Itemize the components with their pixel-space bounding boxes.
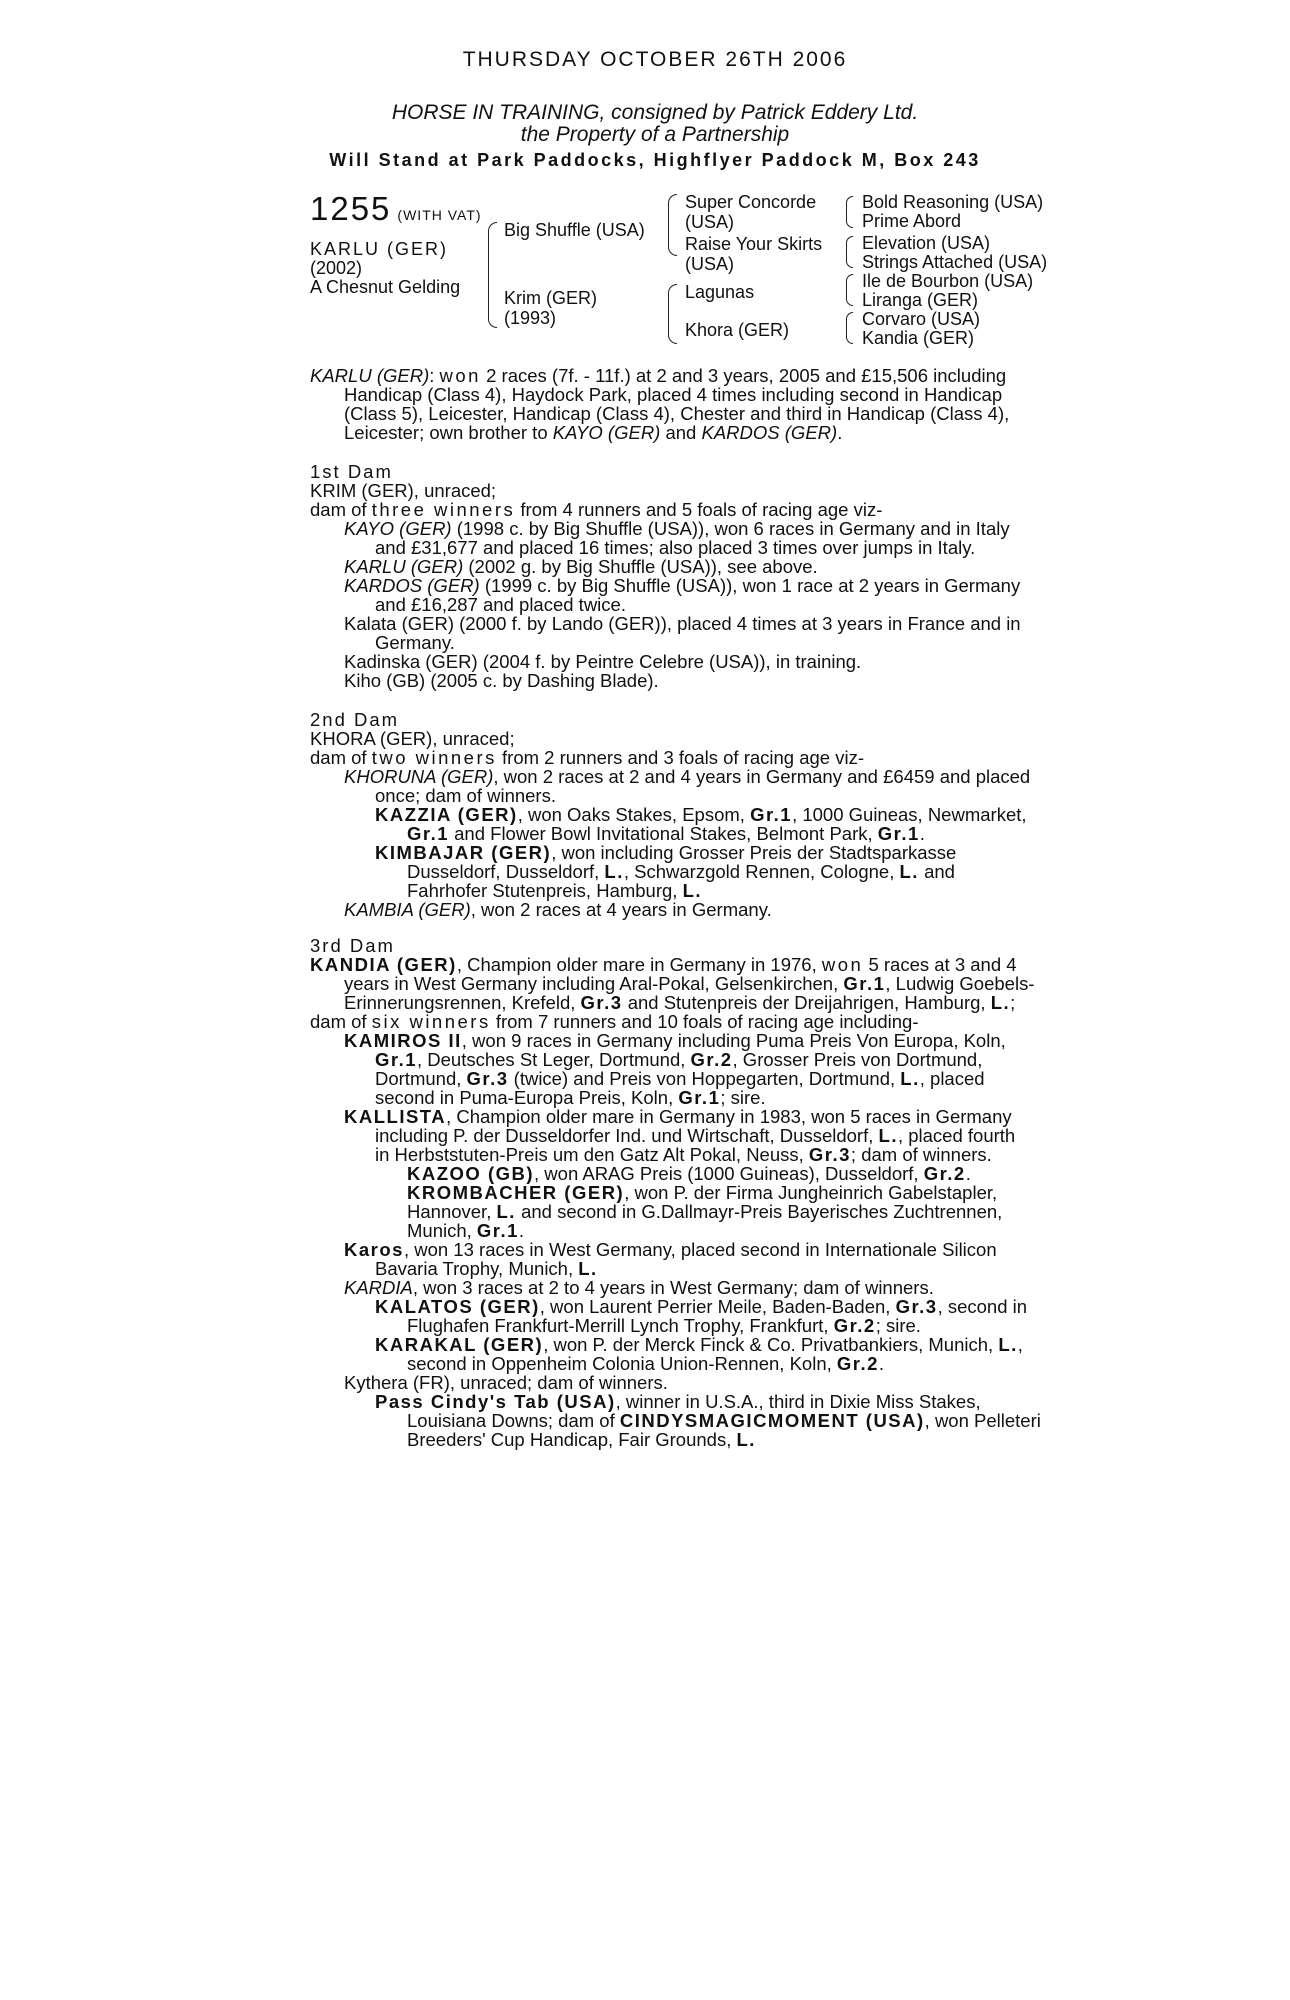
property-line: the Property of a Partnership — [520, 123, 790, 146]
consignor-block — [310, 102, 1000, 146]
dam-name: Krim (GER) — [504, 288, 597, 308]
dam-sire-dam: Liranga (GER) — [862, 290, 979, 310]
dam-sire: Lagunas — [685, 282, 755, 302]
second-dam-heading: 2nd Dam — [310, 709, 400, 730]
third-dam-section: 3rd Dam KANDIA (GER), Champion older mare in Germany in 1976, won 5 races at 3 and 4 years in West Germany including Aral-Pokal, Gelsenkirchen, Gr.1, Ludwig Goebels- Erinnerungsrennen, Krefeld, Gr.3 and Stutenpreis der Dreijahrigen, Hamburg, L.; dam of six winners from 7 runners and 10 foals of racing age including- KAMIROS II, won 9 races in Germany including Puma Preis Von Europa, Koln, Gr.1, Deutsches St Leger, Dortmund, Gr.2, Grosser Preis von Dortmund, Dortmund, Gr.3 (twice) and Preis von Hoppegarten, Dortmund, L., placed second in Puma-Europa Preis, Koln, Gr.1; sire. KALLISTA, Champion older mare in Germany in 1983, won 5 races in Germany including P. der Dusseldorfer Ind. und Wirtschaft, Dusseldorf, L., placed fourth in Herbststuten-Preis um den Gatz Alt Pokal, Neuss, Gr.3; dam of winners. KAZOO (GB), won ARAG Preis (1000 Guineas), Dusseldorf, Gr.2. KROMBACHER (GER), won P. der Firma Jungheinrich Gabelstapler, Hannover, L. and second in G.Dallmayr-Preis Bayerisches Zuchtrennen, Munich, Gr.1. Karos, won 13 races in West Germany, placed second in Internationale Silicon Bavaria Trophy, Munich, L. KARDIA, won 3 races at 2 to 4 years in West Germany; dam of winners. KALATOS (GER), won Laurent Perrier Meile, Baden-Baden, Gr.3, second in Flughafen Frankfurt-Merrill Lynch Trophy, Frankfurt, Gr.2; sire. KARAKAL (GER), won P. der Merck Finck & Co. Privatbankiers, Munich, L., second in Oppenheim Colonia Union-Rennen, Koln, Gr.2. Kythera (FR), unraced; dam of winners. Pass Cindy's Tab (USA), winner in U.S.A., third in Dixie Miss Stakes, Louisiana Downs; dam of CINDYSMAGICMOMENT (USA), won Pelleteri Breeders' Cup Handicap, Fair Grounds, L. — [310, 935, 1041, 1450]
brace-gen3-4 — [846, 312, 853, 344]
third-dam-heading: 3rd Dam — [310, 935, 395, 956]
brace-parents — [488, 222, 497, 328]
sire-sire-country: (USA) — [685, 212, 734, 232]
sire-sire-sire: Bold Reasoning (USA) — [862, 192, 1044, 212]
brace-gen3-1 — [846, 196, 853, 228]
brace-sire-side — [668, 194, 677, 256]
vat-note: (WITH VAT) — [397, 207, 482, 223]
first-dam-section: 1st Dam KRIM (GER), unraced; dam of three winners from 4 runners and 5 foals of racing age viz- KAYO (GER) (1998 c. by Big Shuffle (USA)), won 6 races in Germany and in Italy and £31,677 and placed 16 times; also placed 3 times over jumps in Italy. KARLU (GER) (2002 g. by Big Shuffle (USA)), see above. KARDOS (GER) (1999 c. by Big Shuffle (USA)), won 1 race at 2 years in Germany and £16,287 and placed twice. Kalata (GER) (2000 f. by Lando (GER)), placed 4 times at 3 years in France and in Germany. Kadinska (GER) (2004 f. by Peintre Celebre (USA)), in training. Kiho (GB) (2005 c. by Dashing Blade). — [310, 461, 1021, 691]
horse-identity — [310, 240, 460, 297]
dam-year: (1993) — [504, 308, 557, 328]
dam-dam-dam: Kandia (GER) — [862, 328, 975, 348]
lot-heading — [310, 190, 482, 228]
horse-description: A Chesnut Gelding — [310, 277, 461, 297]
dam-dam: Khora (GER) — [685, 320, 790, 340]
lot-number: 1255 — [310, 190, 392, 227]
brace-dam-side — [668, 284, 677, 344]
horse-name: KARLU (GER) — [310, 239, 449, 259]
brace-gen3-3 — [846, 274, 853, 306]
race-summary: KARLU (GER): won 2 races (7f. - 11f.) at 2 and 3 years, 2005 and £15,506 including Handicap (Class 4), Haydock Park, placed 4 times including second in Handicap (Class 5), Leicester, Handicap (Class 4), Chester and third in Handicap (Class 4), Leicester; own brother to KAYO (GER) and KARDOS (GER). — [310, 365, 1010, 443]
second-dam-section: 2nd Dam KHORA (GER), unraced; dam of two winners from 2 runners and 3 foals of racing age viz- KHORUNA (GER), won 2 races at 2 and 4 years in Germany and £6459 and placed once; dam of winners. KAZZIA (GER), won Oaks Stakes, Epsom, Gr.1, 1000 Guineas, Newmarket, Gr.1 and Flower Bowl Invitational Stakes, Belmont Park, Gr.1. KIMBAJAR (GER), won including Grosser Preis der Stadtsparkasse Dusseldorf, Dusseldorf, L., Schwarzgold Rennen, Cologne, L. and Fahrhofer Stutenpreis, Hamburg, L. KAMBIA (GER), won 2 races at 4 years in Germany. — [310, 709, 1031, 920]
sire-dam: Raise Your Skirts — [685, 234, 823, 254]
horse-year: (2002) — [310, 258, 363, 278]
brace-gen3-2 — [846, 236, 853, 268]
sire-dam-country: (USA) — [685, 254, 734, 274]
first-dam-heading: 1st Dam — [310, 461, 393, 482]
sire: Big Shuffle (USA) — [504, 220, 645, 240]
sire-dam-dam: Strings Attached (USA) — [862, 252, 1048, 272]
dam-dam-sire: Corvaro (USA) — [862, 309, 981, 329]
stand-location: Will Stand at Park Paddocks, Highflyer Paddock M, Box 243 — [329, 150, 981, 170]
consignor-line: HORSE IN TRAINING, consigned by Patrick Eddery Ltd. — [391, 101, 919, 124]
sire-dam-sire: Elevation (USA) — [862, 233, 991, 253]
sire-sire-dam: Prime Abord — [862, 211, 962, 231]
dam-sire-sire: Ile de Bourbon (USA) — [862, 271, 1034, 291]
sire-sire: Super Concorde — [685, 192, 817, 212]
sale-date: THURSDAY OCTOBER 26TH 2006 — [462, 48, 848, 71]
